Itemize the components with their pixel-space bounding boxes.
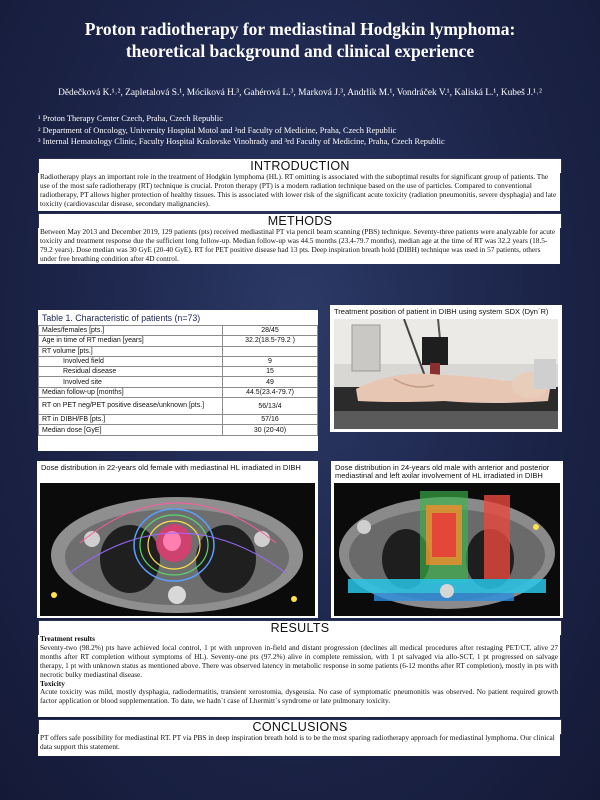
table-cell-label: Males/females [pts.] [39,326,223,336]
results-subheading-treatment: Treatment results [40,635,95,643]
affiliation-1: ¹ Proton Therapy Center Czech, Praha, Czech Republic [38,114,223,123]
table-cell-label: RT in DIBH/FB [pts.] [39,415,223,425]
table-row [39,326,318,336]
treatment-position-photo [334,319,558,429]
table-cell-value: 44.5(23.4-79.7) [223,387,318,397]
table-cell-value: 32.2(18.5-79.2 ) [223,336,318,346]
table-cell-label: Involved field [39,356,223,366]
table-row [39,425,318,435]
table-cell-value: 49 [223,377,318,387]
table-row [39,398,318,415]
results-subheading-toxicity: Toxicity [40,678,65,688]
introduction-heading: INTRODUCTION [38,158,562,174]
table-cell-value: 28/45 [223,326,318,336]
table-row [39,356,318,366]
table-cell-label: Involved site [39,377,223,387]
dose-distribution-panel-1 [37,461,318,618]
table-cell-label: Age in time of RT median [years] [39,336,223,346]
results-body [38,635,560,717]
table-cell-label: Median follow-up [months] [39,387,223,397]
table-cell-label: RT on PET neg/PET positive disease/unknown [pts.] [39,398,223,415]
treatment-position-panel [330,305,562,432]
table-caption: Table 1. Characteristic of patients (n=73) [42,313,201,323]
results-heading: RESULTS [38,620,562,636]
table-row [39,346,318,356]
methods-text: Between May 2013 and December 2019, 129 patients (pts) received mediastinal PT via pencil beam scanning (PBS) technique. Seventy-three patients were analyzable for acute toxicity and treatment response due the sufficient long follow-up. Median follow-up was 44.5 months (23.4-79.7 months), median age at the time of RT was 32.2 years (18.5-79.2 years). Dose median was 30 GyE (20-40 GyE). RT for PET positive disease had 13 pts. Deep inspiration breath hold (DIBH) technique was used in 57 patients, others under free breathing condition after 4D control. [40,228,556,263]
table-row [39,415,318,425]
table-row [39,367,318,377]
poster-title [0,18,600,62]
dose-distribution-panel-2 [331,461,563,618]
affiliation-3: ³ Internal Hematology Clinic, Faculty Hospital Kralovske Vinohrady and ³rd Faculty of Medicine, Praha, Czech Republic [38,137,445,146]
table-row [39,377,318,387]
results-treatment-text: Seventy-two (98.2%) pts have achieved local control, 1 pt with unproven in-field and distant progression (declines all medical procedures after restaging PET/CT, alive 27 months after RT completion without symptoms of HL). Seventy-one pts (97.2%) alive in complete remission, with 1 pt salvaged via allo-SCT, 1 pt progressed on salvage therapy, 1 pt with unknown status as mentioned above. There was observed latency in metabolic response in some patients (6-12 months after RT completion), mostly in pts with necrotic bulky mediastinal disease. [40,642,558,679]
table-cell-label: RT volume [pts.] [39,346,223,356]
conclusions-text: PT offers safe possibility for mediastinal RT. PT via PBS in deep inspiration breath hold is to be the most sparing radiotherapy approach for mediastinal lymphoma. Our clinical data support this statement. [40,734,555,751]
title-line-2: theoretical background and clinical experience [125,41,475,61]
methods-body [38,228,560,264]
introduction-text: Radiotherapy plays an important role in the treatment of Hodgkin lymphoma (HL). RT omitting is associated with the suboptimal results for significant group of patients. The use of the most safe radiotherapy (RT) technique is crucial. Proton therapy (PT) is a modern radiation technique based on the use of particles. Compared to conventional radiotherapy, PT allows higher protection of healthy tissues. This is associated with lower risk of the significant acute toxicity (radiation pneumonitis, severe dysphagia) and late toxicity (cardiovascular disease, secondary malignancies). [40,173,557,208]
results-toxicity-text: Acute toxicity was mild, mostly dysphagia, radiodermatitis, transient xerostomia, dysgeusia. No case of symptomatic pneumonitis was observed. No patient required growth factor application or blood supplementation. To date, we hadn´t case of Lhermitt´s syndrome or late pulmonary toxicity. [40,687,558,706]
table-cell-value: 15 [223,367,318,377]
author-list: Dědečková K.¹˒², Zapletalová S.¹, Móciková H.³, Gahérová L.³, Marková J.³, Andrlík M.¹, Vondráček V.¹, Kaliská L.¹, Kubeš J.¹˒² [58,88,542,98]
affiliation-2: ² Department of Oncology, University Hospital Motol and ²nd Faculty of Medicine, Praha, Czech Republic [38,125,397,135]
patient-characteristics-table [38,310,318,451]
treatment-position-caption: Treatment position of patient in DIBH using system SDX (Dyn´R) [334,307,549,316]
table-cell-value [223,346,318,356]
introduction-body [38,173,560,211]
table [38,325,318,436]
ct-dose-image-1 [40,483,315,616]
table-cell-value: 57/16 [223,415,318,425]
table-row [39,336,318,346]
table-cell-label: Median dose [GyE] [39,425,223,435]
affiliations [38,113,445,148]
table-row [39,387,318,397]
ct-dose-image-2 [334,483,560,616]
dose-distribution-caption-2: Dose distribution in 24-years old male with anterior and posterior mediastinal and left axilar involvement of HL irradiated in DIBH [335,463,550,481]
dose-distribution-caption-1: Dose distribution in 22-years old female with mediastinal HL irradiated in DIBH [41,463,301,472]
table-cell-label: Residual disease [39,367,223,377]
methods-heading: METHODS [38,213,562,229]
title-line-1: Proton radiotherapy for mediastinal Hodgkin lymphoma: [84,19,516,39]
table-cell-value: 30 (20-40) [223,425,318,435]
conclusions-body [38,734,560,756]
table-cell-value: 9 [223,356,318,366]
table-cell-value: 56/13/4 [223,398,318,415]
conclusions-heading: CONCLUSIONS [38,719,562,735]
